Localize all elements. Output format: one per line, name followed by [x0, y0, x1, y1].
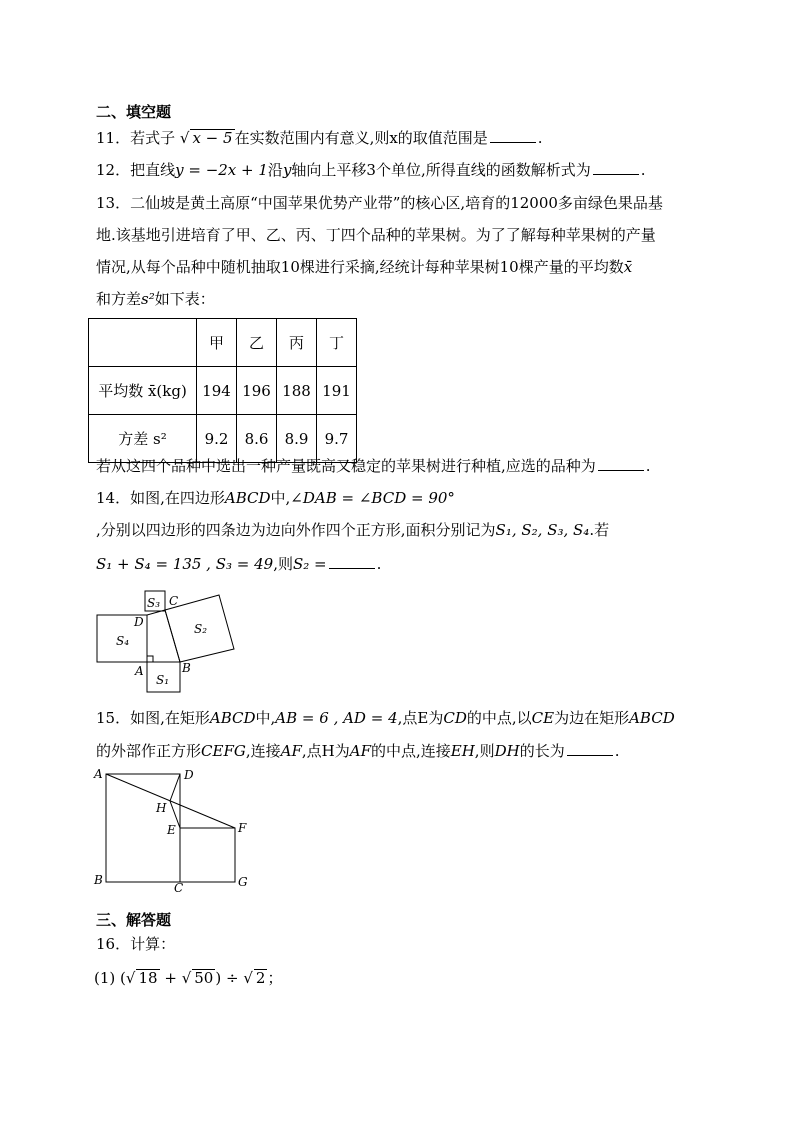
table-cell: 194 [197, 367, 237, 415]
label-g: G [238, 875, 248, 889]
table-cell: 9.7 [317, 415, 357, 463]
q16-end: ； [267, 969, 283, 987]
q16-sqrt-50: √ 50 [181, 969, 214, 987]
q15-line2-pre: 的外部作正方形 [96, 742, 202, 760]
q14-s2: S₂ = [292, 555, 327, 573]
q15-text-c: 的中点,连接 [370, 742, 451, 760]
q15-line1-mid2: 的中点,以 [466, 709, 532, 727]
q15-figure [92, 764, 262, 894]
question-14-line3 [96, 554, 381, 574]
q16-part1-label: (1) [94, 969, 116, 987]
table-cell: 8.6 [237, 415, 277, 463]
question-13-line3 [96, 257, 632, 277]
q11-sqrt: √ x − 5 [179, 129, 233, 147]
table-cell: 8.9 [277, 415, 317, 463]
q14-figure [94, 588, 254, 698]
q11-end: . [537, 129, 543, 147]
q12-text-pre: 把直线 [130, 161, 176, 179]
question-12 [96, 160, 646, 180]
q13-number: 13． [96, 194, 131, 212]
q13-end: . [645, 457, 651, 475]
q16-sqrt-2: √ 2 [243, 969, 266, 987]
question-15-line1 [96, 708, 675, 728]
q11-number: 11． [96, 129, 131, 147]
q13-line3-text: 情况,从每个品种中随机抽取10棵进行采摘,经统计每种苹果树10棵产量的平均数 [96, 258, 624, 276]
q16-sqrt-18: √ 18 [125, 969, 158, 987]
q15-answer-blank[interactable] [567, 741, 613, 756]
table-header-row [89, 319, 357, 367]
q15-af2: AF [349, 742, 371, 760]
q11-text-pre: 若式子 [130, 129, 176, 147]
q12-number: 12． [96, 161, 131, 179]
q15-eh: EH [450, 742, 475, 760]
q13-answer-blank[interactable] [598, 456, 644, 471]
table-row [89, 367, 357, 415]
table-header-cell: 丁 [317, 319, 357, 367]
q11-text-post: 在实数范围内有意义,则x的取值范围是 [234, 129, 488, 147]
q14-number: 14． [96, 489, 131, 507]
q14-end: . [376, 555, 382, 573]
q11-radicand: x − 5 [192, 129, 233, 147]
q16-paren-close: ) [215, 969, 222, 987]
q15-rect: ABCD [209, 709, 256, 727]
label-c: C [174, 881, 184, 894]
label-s1: S₁ [156, 673, 170, 687]
label-f: F [238, 821, 247, 835]
q15-point-e: ,点E为 [397, 709, 444, 727]
q12-expr: y = −2x + 1 [175, 161, 268, 179]
q11-answer-blank[interactable] [490, 128, 536, 143]
q13-variance-var: s² [141, 290, 155, 308]
table-cell: 9.2 [197, 415, 237, 463]
q15-line1-pre: 如图,在矩形 [130, 709, 210, 727]
q13-line4-post: 如下表： [154, 290, 215, 308]
question-13-line4 [96, 289, 215, 309]
q15-cd: CD [443, 709, 467, 727]
q15-dh: DH [494, 742, 520, 760]
q14-answer-blank[interactable] [329, 554, 375, 569]
question-13-line2: 地.该基地引进培育了甲、乙、丙、丁四个品种的苹果树。为了了解每种苹果树的产量 [96, 226, 656, 244]
q14-angle: ∠DAB = ∠BCD = 90° [290, 489, 455, 507]
question-14-line1 [96, 488, 455, 508]
q13-mean-var: x̄ [623, 258, 633, 276]
q13-after-text: 若从这四个品种中选出一种产量既高又稳定的苹果树进行种植,应选的品种为 [96, 457, 596, 475]
square-cefg [180, 828, 235, 882]
table-header-cell: 丙 [277, 319, 317, 367]
label-s2: S₂ [194, 622, 208, 636]
question-11 [96, 128, 543, 148]
label-a: A [94, 767, 103, 781]
q15-number: 15． [96, 709, 131, 727]
table-header-cell: 甲 [197, 319, 237, 367]
q14-equation: S₁ + S₄ = 135 , S₃ = 49 [96, 555, 274, 573]
question-13-line1 [96, 193, 663, 213]
label-e: E [167, 823, 176, 837]
q15-af: AF [280, 742, 302, 760]
table-header-cell: 乙 [237, 319, 277, 367]
q16-plus: + [164, 969, 177, 987]
table-cell: 196 [237, 367, 277, 415]
label-b: B [94, 873, 103, 887]
q12-text-post: 轴向上平移3个单位,所得直线的函数解析式为 [291, 161, 591, 179]
q13-line1: 二仙坡是黄土高原“中国苹果优势产业带”的核心区,培育的12000多亩绿色果品基 [130, 194, 663, 212]
label-d: D [184, 768, 194, 782]
question-16 [96, 934, 175, 954]
segment-dh [170, 774, 180, 801]
q15-text-d: ,则 [474, 742, 495, 760]
q15-text-a: ,连接 [245, 742, 281, 760]
q15-lengths: AB = 6 , AD = 4 [275, 709, 398, 727]
q14-line3-mid: ,则 [273, 555, 293, 573]
label-h: H [156, 801, 167, 815]
q12-text-mid: 沿 [267, 161, 283, 179]
q14-vars: S₁, S₂, S₃, S₄ [495, 521, 590, 539]
table-cell: 191 [317, 367, 357, 415]
label-c: C [169, 594, 179, 608]
q16-number: 16． [96, 935, 131, 953]
question-13-after [96, 456, 651, 476]
quad-abcd [147, 610, 180, 662]
q15-square: CEFG [201, 742, 246, 760]
q15-line1-mid: 中, [255, 709, 276, 727]
q16-paren-open: ( [120, 969, 126, 987]
q15-end: . [614, 742, 620, 760]
q14-line1-mid: 中, [270, 489, 291, 507]
label-b: B [182, 661, 191, 675]
q12-answer-blank[interactable] [593, 160, 639, 175]
section-title-solve: 三、解答题 [96, 911, 172, 929]
question-15-line2 [96, 741, 619, 761]
label-s4: S₄ [116, 634, 130, 648]
question-16-part1 [94, 968, 282, 988]
q15-text-e: 的长为 [519, 742, 565, 760]
label-d: D [134, 615, 144, 629]
section-title-fill-in: 二、填空题 [96, 103, 172, 121]
label-a: A [135, 664, 144, 678]
q14-line2-end: .若 [589, 521, 610, 539]
question-14-line2 [96, 520, 609, 540]
q15-rect2: ABCD [629, 709, 675, 727]
q15-line1-post: 为边在矩形 [554, 709, 630, 727]
q12-axis: y [282, 161, 292, 179]
q15-ce: CE [531, 709, 555, 727]
right-angle-a [147, 656, 153, 662]
q12-end: . [640, 161, 646, 179]
q14-line1-pre: 如图,在四边形 [130, 489, 225, 507]
table-row-label: 方差 s² [89, 415, 197, 463]
label-s3: S₃ [147, 596, 161, 610]
table-cell: 188 [277, 367, 317, 415]
q16-divide: ÷ [225, 969, 239, 987]
q14-line2: ,分别以四边形的四条边为边向外作四个正方形,面积分别记为 [96, 521, 496, 539]
q14-quad: ABCD [224, 489, 271, 507]
q13-data-table [88, 318, 357, 463]
table-row-label: 平均数 x̄(kg) [89, 367, 197, 415]
table-header-cell [89, 319, 197, 367]
q13-line4-pre: 和方差 [96, 290, 142, 308]
q15-text-b: ,点H为 [301, 742, 350, 760]
q16-text: 计算： [130, 935, 176, 953]
